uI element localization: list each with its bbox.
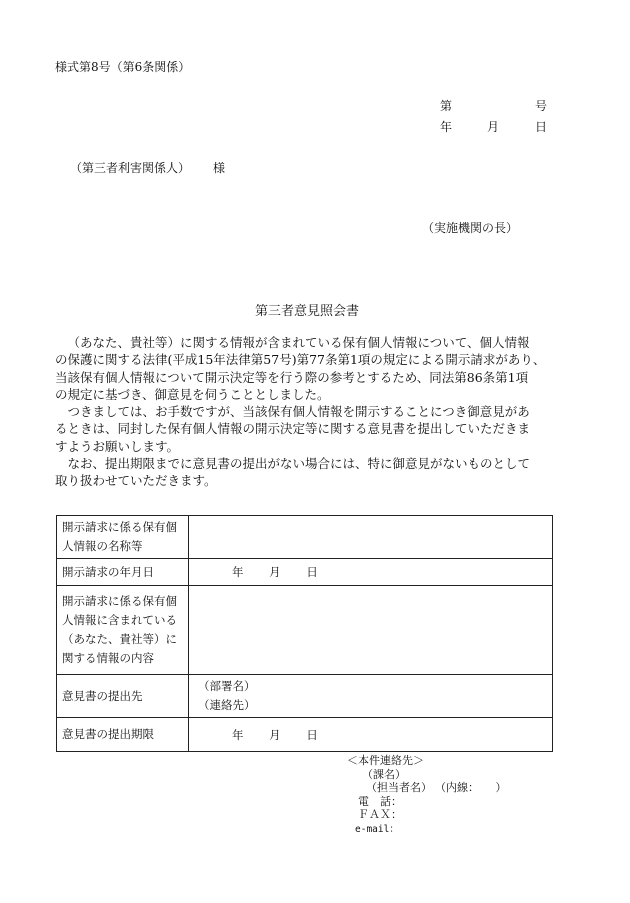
doc-number-suffix: 号: [535, 99, 548, 113]
table-row: [57, 516, 553, 559]
contact-phone: 電 話：: [358, 795, 402, 808]
submit-to-department: （部署名）: [198, 679, 256, 693]
value-submit-to: [189, 675, 553, 718]
value-info-name: [189, 516, 553, 559]
para3-line: なお、提出期限までに意見書の提出がない場合には、特に御意見がないものとして: [67, 456, 531, 472]
contact-person: （担当者名）: [366, 781, 432, 794]
submit-to-contact: （連絡先）: [198, 698, 256, 712]
form-number: 様式第8号（第6条関係）: [55, 60, 191, 74]
doc-date-month: 月: [487, 120, 500, 134]
contact-extension: （内線： ）: [435, 781, 507, 794]
label-submit-to: 意見書の提出先: [57, 675, 189, 718]
table-row: [57, 586, 553, 675]
doc-date-day: 日: [535, 120, 548, 134]
request-info-table: [56, 515, 553, 752]
table-row: [57, 675, 553, 718]
para1-line: の規定に基づき、御意見を伺うこととしました。: [55, 386, 330, 402]
para1-line: （あなた、貴社等）に関する情報が含まれている保有個人情報について、個人情報: [67, 335, 530, 350]
value-request-date: 年 月 日: [189, 559, 553, 586]
doc-number-prefix: 第: [440, 99, 453, 113]
para3-line: 取り扱わせていただきます。: [55, 473, 217, 489]
contact-fax: ＦＡＸ：: [358, 808, 402, 821]
value-deadline: 年 月 日: [189, 718, 553, 752]
label-info-name: 開示請求に係る保有個 人情報の名称等: [57, 516, 189, 559]
table-row: [57, 718, 553, 752]
body-text: [55, 334, 555, 490]
label-deadline: 意見書の提出期限: [57, 718, 189, 752]
contact-header: ＜本件連絡先＞: [347, 754, 424, 767]
para2-line: すようお願いします。: [55, 438, 180, 454]
para1-line: の保護に関する法律(平成15年法律第57号)第77条第1項の規定による開示請求があり、: [55, 352, 546, 368]
addressee-name: （第三者利害関係人）: [70, 161, 191, 175]
label-info-content: 開示請求に係る保有個 人情報に含まれている （あなた、貴社等）に 関する情報の内容: [57, 586, 189, 675]
label-request-date: 開示請求の年月日: [57, 559, 189, 586]
contact-email: e-mail：: [355, 824, 399, 835]
addressee-honorific: 様: [213, 161, 226, 175]
table-row: [57, 559, 553, 586]
para2-line: つきましては、お手数ですが、当該保有個人情報を開示することにつき御意見があ: [67, 404, 530, 420]
value-info-content: [189, 586, 553, 675]
para1-line: 当該保有個人情報について開示決定等を行う際の参考とするため、同法第86条第1項: [55, 369, 529, 385]
para2-line: るときは、同封した保有個人情報の開示決定等に関する意見書を提出していただきま: [55, 421, 531, 437]
doc-date-year: 年: [440, 120, 453, 134]
document-title: 第三者意見照会書: [255, 304, 360, 319]
contact-section: （課名）: [362, 768, 406, 781]
sender: （実施機関の長）: [422, 221, 519, 235]
